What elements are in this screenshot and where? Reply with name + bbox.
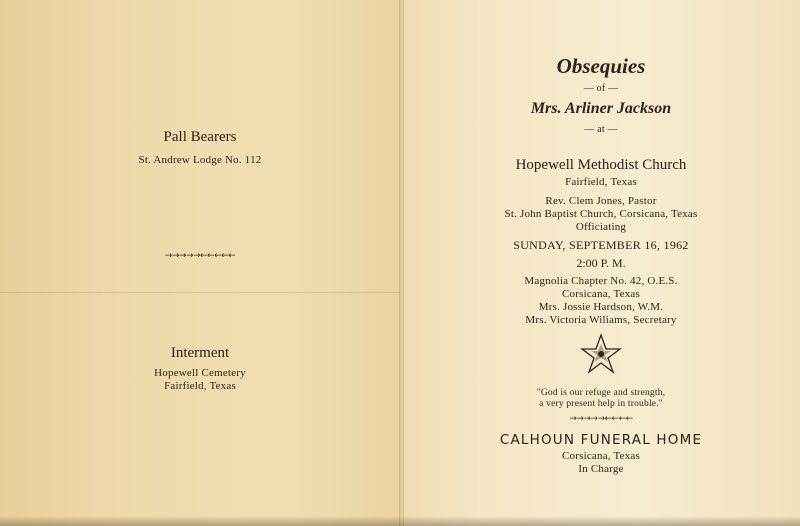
at-line: — at — (584, 124, 618, 135)
service-time: 2:00 P. M. (576, 256, 626, 270)
church-location: Fairfield, Texas (565, 176, 637, 188)
pall-bearers-heading: Pall Bearers (163, 129, 237, 145)
officiant-section (402, 195, 800, 233)
funeral-home-location: Corsicana, Texas (562, 450, 640, 462)
pall-bearers-lodge: St. Andrew Lodge No. 112 (138, 154, 262, 166)
deceased-name: Mrs. Arliner Jackson (530, 100, 672, 117)
in-charge-label: In Charge (578, 463, 624, 475)
pall-bearers-section (0, 129, 400, 166)
chapter-name: Magnolia Chapter No. 42, O.E.S. (524, 275, 678, 287)
paper-crease (0, 292, 400, 293)
eastern-star-emblem-icon (580, 333, 622, 375)
funeral-home-section (402, 432, 800, 475)
left-ornament-divider: →→→→→←←←←← (164, 251, 236, 261)
quote-line-2: a very present help in trouble." (539, 399, 663, 409)
chapter-secretary: Mrs. Victoria Wiliams, Secretary (525, 314, 677, 326)
interment-section (0, 345, 400, 392)
of-line: — of — (583, 83, 619, 94)
bottom-edge-shadow (0, 516, 800, 526)
program-title-section (402, 54, 800, 135)
interment-heading: Interment (170, 345, 230, 361)
interment-cemetery: Hopewell Cemetery (154, 367, 246, 379)
pastor-church: St. John Baptist Church, Corsicana, Texas (504, 208, 698, 220)
scripture-quote (402, 388, 800, 409)
program-title: Obsequies (556, 54, 646, 78)
church-section (402, 157, 800, 188)
funeral-home-name: CALHOUN FUNERAL HOME (499, 432, 703, 448)
right-ornament-divider: →→→→→←←←← (569, 414, 633, 424)
church-name: Hopewell Methodist Church (515, 157, 687, 173)
interment-location: Fairfield, Texas (164, 380, 236, 392)
worthy-matron: Mrs. Jossie Hardson, W.M. (538, 301, 664, 313)
officiating-label: Officiating (575, 221, 627, 233)
service-datetime-section (402, 238, 800, 271)
service-date: SUNDAY, SEPTEMBER 16, 1962 (513, 238, 689, 252)
quote-line-1: "God is our refuge and strength, (536, 388, 666, 398)
chapter-location: Corsicana, Texas (562, 288, 640, 300)
chapter-section (402, 275, 800, 326)
pastor-name: Rev. Clem Jones, Pastor (545, 195, 657, 207)
